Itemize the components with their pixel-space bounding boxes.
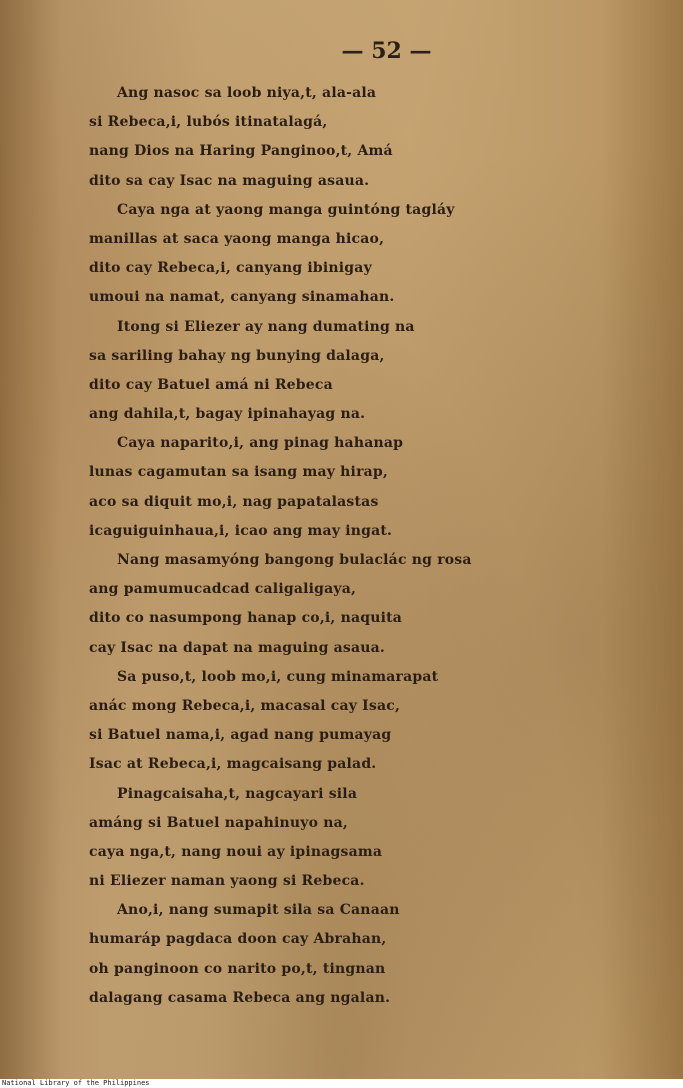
poem-line: Caya nga at yaong manga guintóng tagláy — [117, 201, 455, 218]
poem-line: dito cay Rebeca,i, canyang ibinigay — [89, 260, 372, 277]
poem-line: dalagang casama Rebeca ang ngalan. — [89, 989, 391, 1006]
poem-line: ang dahila,t, bagay ipinahayag na. — [89, 406, 366, 423]
poem-line: umoui na namat, canyang sinamahan. — [89, 289, 395, 306]
poem-line: Sa puso,t, loob mo,i, cung minamarapat — [117, 668, 439, 685]
poem-line: ang pamumucadcad caligaligaya, — [89, 581, 357, 598]
poem-line: caya nga,t, nang noui ay ipinagsama — [89, 843, 383, 860]
poem-line: humaráp pagdaca doon cay Abrahan, — [89, 931, 387, 948]
poem-line: cay Isac na dapat na maguing asaua. — [89, 639, 385, 656]
poem-line: Ang nasoc sa loob niya,t, ala-ala — [117, 85, 377, 101]
poem-line: si Batuel nama,i, agad nang pumayag — [89, 727, 392, 744]
poem-line: oh panginoon co narito po,t, tingnan — [89, 960, 386, 977]
poem-line: icaguiguinhaua,i, icao ang may ingat. — [89, 522, 393, 539]
poem-line: sa sariling bahay ng bunying dalaga, — [89, 347, 385, 364]
poem-line: si Rebeca,i, lubós itinatalagá, — [89, 114, 328, 131]
poem-text — [0, 79, 683, 1013]
library-footer: National Library of the Philippines — [2, 1079, 150, 1087]
poem-line: Ano,i, nang sumapit sila sa Canaan — [117, 902, 400, 919]
page-number: — 52 — — [341, 38, 432, 64]
poem-line: dito co nasumpong hanap co,i, naquita — [89, 610, 403, 627]
poem-line: aco sa diquit mo,i, nag papatalastas — [89, 493, 379, 510]
poem-line: Itong si Eliezer ay nang dumating na — [117, 318, 415, 335]
poem-line: ni Eliezer naman yaong si Rebeca. — [89, 873, 365, 890]
poem-line: Caya naparito,i, ang pinag hahanap — [117, 435, 404, 452]
poem-line: amáng si Batuel napahinuyo na, — [89, 814, 348, 831]
poem-line: manillas at saca yaong manga hicao, — [89, 230, 385, 247]
poem-line: dito cay Batuel amá ni Rebeca — [89, 376, 333, 393]
poem-line: lunas cagamutan sa isang may hirap, — [89, 464, 388, 481]
poem-line: Isac at Rebeca,i, magcaisang palad. — [89, 756, 377, 773]
poem-line: anác mong Rebeca,i, macasal cay Isac, — [89, 697, 401, 714]
poem-line: dito sa cay Isac na maguing asaua. — [89, 172, 370, 189]
poem-line: Nang masamyóng bangong bulaclác ng rosa — [117, 552, 472, 568]
poem-line: nang Dios na Haring Panginoo,t, Amá — [89, 143, 393, 160]
poem-line: Pinagcaisaha,t, nagcayari sila — [117, 785, 358, 802]
